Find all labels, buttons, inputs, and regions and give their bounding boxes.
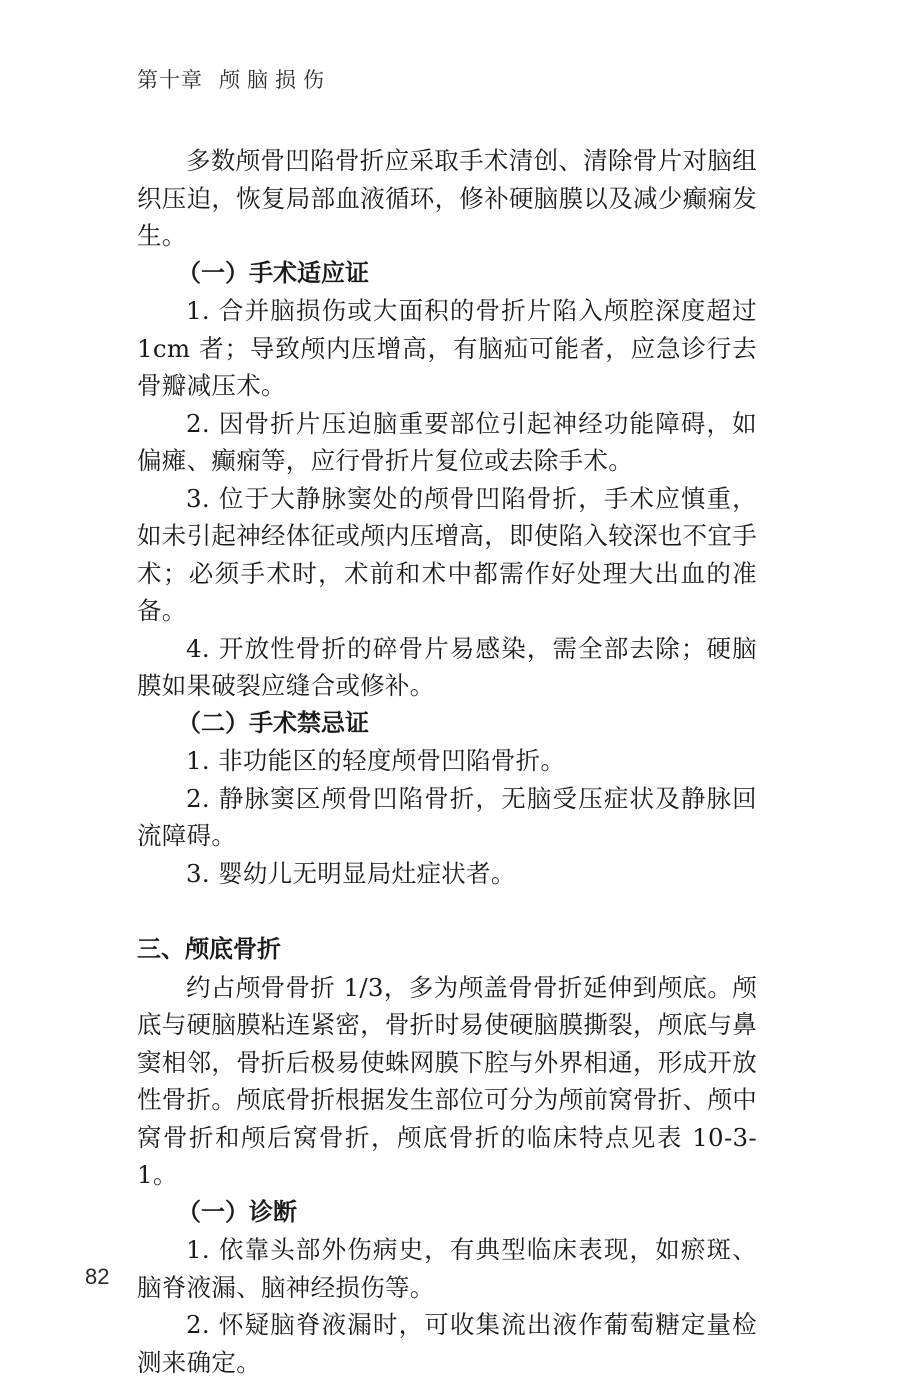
indications-heading: （一）手术适应证: [177, 258, 369, 287]
section-heading-skull-base-fracture: 三、颅底骨折: [137, 935, 281, 963]
diagnosis-item-2: 2. 怀疑脑脊液漏时，可收集流出液作葡萄糖定量检测来确定。: [137, 1310, 757, 1377]
contraindication-item-1: 1. 非功能区的轻度颅骨凹陷骨折。: [186, 746, 566, 775]
chapter-title: 颅脑损伤: [219, 68, 331, 92]
diagnosis-heading: （一）诊断: [177, 1197, 297, 1226]
indication-item-4: 4. 开放性骨折的碎骨片易感染，需全部去除；硬脑膜如果破裂应缝合或修补。: [137, 633, 757, 700]
section-3-body: 约占颅骨骨折 1/3，多为颅盖骨骨折延伸到颅底。颅底与硬脑膜粘连紧密，骨折时易使硬脑膜撕裂，颅底与鼻窦相邻，骨折后极易使蛛网膜下腔与外界相通，形成开放性骨折。颅底骨折根据发生部位可分为颅前窝骨折、颅中窝骨折和颅后窝骨折，颅底骨折的临床特点见表 10-3-1。: [137, 972, 757, 1189]
indication-item-2: 2. 因骨折片压迫脑重要部位引起神经功能障碍，如偏瘫、癫痫等，应行骨折片复位或去除手术。: [137, 408, 757, 475]
contraindications-heading: （二）手术禁忌证: [177, 708, 369, 737]
indication-item-3: 3. 位于大静脉窦处的颅骨凹陷骨折，手术应慎重，如未引起神经体征或颅内压增高，即使陷入较深也不宜手术；必须手术时，术前和术中都需作好处理大出血的准备。: [137, 483, 757, 625]
contraindication-item-3: 3. 婴幼儿无明显局灶症状者。: [186, 858, 516, 888]
running-head: [137, 64, 331, 94]
contraindication-item-2: 2. 静脉窦区颅骨凹陷骨折，无脑受压症状及静脉回流障碍。: [137, 783, 757, 850]
chapter-label: 第十章: [137, 68, 203, 92]
diagnosis-item-1: 1. 依靠头部外伤病史，有典型临床表现，如瘀斑、脑脊液漏、脑神经损伤等。: [137, 1235, 757, 1302]
page-body: [137, 142, 757, 1381]
indication-item-1: 1. 合并脑损伤或大面积的骨折片陷入颅腔深度超过 1cm 者；导致颅内压增高，有脑疝可能者，应急诊行去骨瓣减压术。: [137, 296, 757, 400]
page-number: 82: [85, 1264, 110, 1289]
intro-paragraph: 多数颅骨凹陷骨折应采取手术清创、清除骨片对脑组织压迫，恢复局部血液循环，修补硬脑膜以及减少癫痫发生。: [137, 146, 757, 250]
